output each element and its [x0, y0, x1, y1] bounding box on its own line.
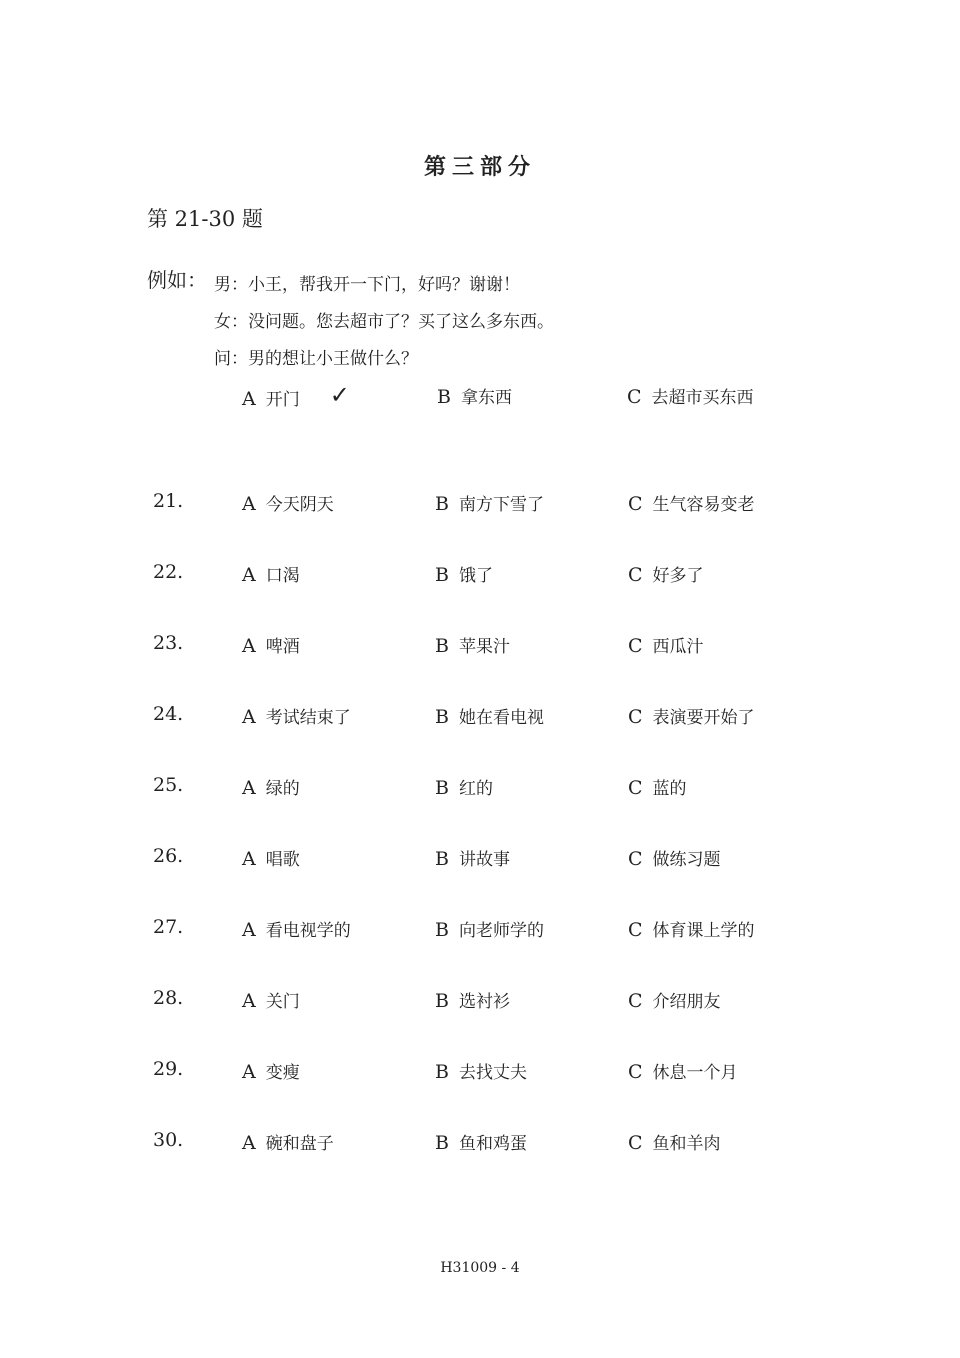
- option-letter: C: [628, 1061, 643, 1083]
- check-mark-icon: ✓: [329, 381, 350, 409]
- option-text: 今天阴天: [265, 495, 334, 515]
- answer-option-b[interactable]: [435, 916, 544, 941]
- answer-option-c[interactable]: [628, 1129, 721, 1154]
- answer-option-c[interactable]: [628, 845, 721, 870]
- example-label: 例如：: [147, 268, 207, 292]
- page-footer: H31009 - 4: [440, 1260, 520, 1276]
- option-letter: C: [628, 1132, 643, 1154]
- option-letter: A: [242, 990, 256, 1012]
- option-text: 考试结束了: [265, 708, 351, 728]
- question-row: [0, 916, 960, 946]
- answer-option-b[interactable]: [435, 632, 510, 657]
- option-letter: B: [437, 386, 451, 408]
- answer-option-c[interactable]: [628, 1058, 738, 1083]
- question-range: 第 21-30 题: [147, 207, 263, 231]
- option-text: 红的: [458, 779, 493, 799]
- question-number: 23.: [153, 632, 184, 654]
- option-letter: A: [242, 706, 256, 728]
- question-number: 24.: [153, 703, 184, 725]
- answer-option-a[interactable]: [242, 632, 300, 657]
- option-text: 介绍朋友: [652, 992, 721, 1012]
- question-number: 22.: [153, 561, 184, 583]
- option-text: 生气容易变老: [652, 495, 755, 515]
- option-letter: C: [628, 777, 643, 799]
- option-text: 去找丈夫: [458, 1063, 527, 1083]
- question-row: [0, 1129, 960, 1159]
- option-letter: B: [435, 564, 449, 586]
- question-number: 28.: [153, 987, 184, 1009]
- question-number: 21.: [153, 490, 184, 512]
- question-row: [0, 1058, 960, 1088]
- option-letter: C: [627, 386, 642, 408]
- option-text: 看电视学的: [265, 921, 351, 941]
- option-letter: B: [435, 1132, 449, 1154]
- answer-option-b[interactable]: [435, 1129, 527, 1154]
- option-letter: A: [242, 493, 256, 515]
- option-text: 南方下雪了: [458, 495, 544, 515]
- example-option-a[interactable]: [242, 383, 350, 411]
- option-letter: C: [628, 564, 643, 586]
- option-text: 关门: [265, 992, 300, 1012]
- answer-option-a[interactable]: [242, 916, 351, 941]
- option-letter: B: [435, 706, 449, 728]
- option-text: 选衬衫: [458, 992, 510, 1012]
- question-row: [0, 845, 960, 875]
- option-text: 口渴: [265, 566, 300, 586]
- option-letter: C: [628, 635, 643, 657]
- option-letter: B: [435, 990, 449, 1012]
- example-dialogue-woman: 女：没问题。您去超市了？买了这么多东西。: [214, 312, 554, 332]
- option-letter: C: [628, 493, 643, 515]
- option-text: 西瓜汁: [652, 637, 704, 657]
- question-row: [0, 632, 960, 662]
- answer-option-a[interactable]: [242, 561, 300, 586]
- option-text: 鱼和鸡蛋: [458, 1134, 527, 1154]
- answer-option-b[interactable]: [435, 703, 544, 728]
- answer-option-c[interactable]: [628, 916, 755, 941]
- answer-option-a[interactable]: [242, 845, 300, 870]
- answer-option-a[interactable]: [242, 987, 300, 1012]
- question-row: [0, 561, 960, 591]
- option-letter: A: [242, 1061, 256, 1083]
- option-letter: B: [435, 493, 449, 515]
- option-text: 表演要开始了: [652, 708, 755, 728]
- option-letter: A: [242, 388, 256, 410]
- option-text: 做练习题: [652, 850, 721, 870]
- option-text: 休息一个月: [652, 1063, 738, 1083]
- option-letter: B: [435, 1061, 449, 1083]
- answer-option-a[interactable]: [242, 1058, 300, 1083]
- option-text: 蓝的: [652, 779, 687, 799]
- answer-option-a[interactable]: [242, 774, 300, 799]
- question-number: 26.: [153, 845, 184, 867]
- option-text: 拿东西: [460, 388, 512, 408]
- answer-option-b[interactable]: [435, 561, 493, 586]
- question-row: [0, 490, 960, 520]
- option-letter: B: [435, 777, 449, 799]
- option-text: 变瘦: [265, 1063, 300, 1083]
- example-question: 问：男的想让小王做什么？: [214, 349, 418, 369]
- option-text: 苹果汁: [458, 637, 510, 657]
- option-letter: B: [435, 635, 449, 657]
- answer-option-b[interactable]: [435, 1058, 527, 1083]
- answer-option-c[interactable]: [628, 987, 721, 1012]
- option-letter: A: [242, 635, 256, 657]
- question-number: 27.: [153, 916, 184, 938]
- question-row: [0, 987, 960, 1017]
- option-letter: A: [242, 777, 256, 799]
- answer-option-c[interactable]: [628, 561, 704, 586]
- answer-option-c[interactable]: [628, 703, 755, 728]
- option-text: 她在看电视: [458, 708, 544, 728]
- option-letter: B: [435, 919, 449, 941]
- option-text: 开门: [265, 390, 300, 410]
- part-title: 第三部分: [423, 154, 536, 180]
- option-letter: C: [628, 848, 643, 870]
- example-option-b[interactable]: [437, 383, 512, 408]
- answer-option-c[interactable]: [628, 774, 687, 799]
- answer-option-c[interactable]: [628, 632, 704, 657]
- answer-option-a[interactable]: [242, 1129, 334, 1154]
- option-letter: B: [435, 848, 449, 870]
- question-row: [0, 703, 960, 733]
- example-option-c[interactable]: [627, 383, 754, 408]
- answer-option-b[interactable]: [435, 845, 510, 870]
- option-text: 去超市买东西: [651, 388, 754, 408]
- answer-option-a[interactable]: [242, 703, 351, 728]
- option-letter: A: [242, 919, 256, 941]
- option-text: 体育课上学的: [652, 921, 755, 941]
- question-number: 30.: [153, 1129, 184, 1151]
- example-options: [147, 383, 847, 413]
- question-number: 25.: [153, 774, 184, 796]
- option-text: 鱼和羊肉: [652, 1134, 721, 1154]
- option-text: 饿了: [458, 566, 493, 586]
- option-letter: A: [242, 564, 256, 586]
- option-letter: C: [628, 919, 643, 941]
- option-text: 讲故事: [458, 850, 510, 870]
- option-text: 啤酒: [265, 637, 300, 657]
- answer-option-b[interactable]: [435, 987, 510, 1012]
- option-letter: A: [242, 848, 256, 870]
- question-number: 29.: [153, 1058, 184, 1080]
- option-letter: C: [628, 706, 643, 728]
- answer-option-b[interactable]: [435, 774, 493, 799]
- example-dialogue-man: 男：小王，帮我开一下门，好吗？谢谢！: [214, 275, 520, 295]
- answer-option-a[interactable]: [242, 490, 334, 515]
- question-row: [0, 774, 960, 804]
- option-letter: C: [628, 990, 643, 1012]
- option-letter: A: [242, 1132, 256, 1154]
- option-text: 唱歌: [265, 850, 300, 870]
- answer-option-c[interactable]: [628, 490, 755, 515]
- option-text: 碗和盘子: [265, 1134, 334, 1154]
- option-text: 绿的: [265, 779, 300, 799]
- option-text: 好多了: [652, 566, 704, 586]
- option-text: 向老师学的: [458, 921, 544, 941]
- answer-option-b[interactable]: [435, 490, 544, 515]
